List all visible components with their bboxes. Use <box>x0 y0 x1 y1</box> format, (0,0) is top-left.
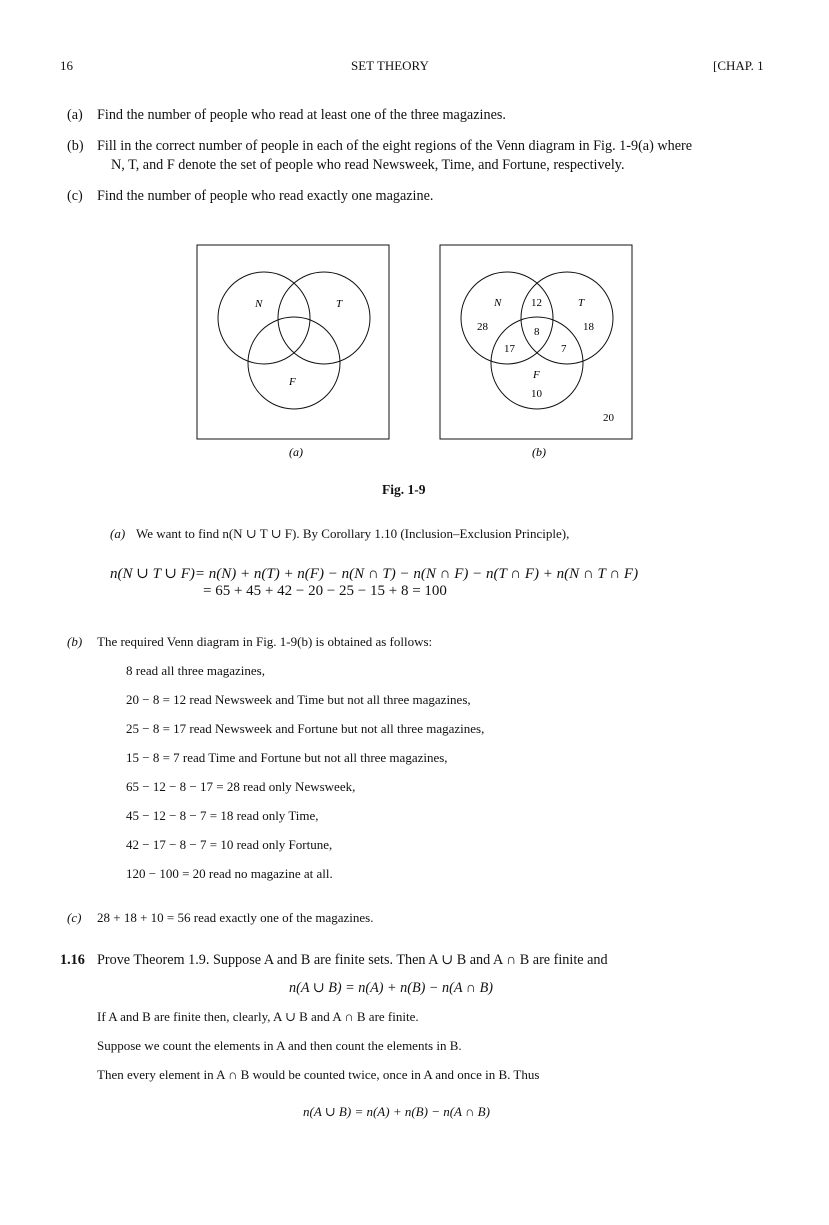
chapter-label: [CHAP. 1 <box>713 58 764 73</box>
question-a <box>67 106 83 125</box>
label-t-b: T <box>578 297 585 309</box>
venn-figure <box>190 240 640 465</box>
figure-caption: Fig. 1-9 <box>382 482 426 497</box>
label-n-a: N <box>255 298 263 310</box>
problem-statement: Prove Theorem 1.9. Suppose A and B are finite sets. Then A ∪ B and A ∩ B are finite and <box>97 952 608 968</box>
solution-c-text: 28 + 18 + 10 = 56 read exactly one of the magazines. <box>97 910 374 925</box>
problem-number: 1.16 <box>60 952 85 968</box>
step-list-item: 20 − 8 = 12 read Newsweek and Time but not all three magazines, <box>126 692 471 707</box>
circle-t-a <box>278 272 370 364</box>
circle-f-a <box>248 317 340 409</box>
region-n-f: 17 <box>504 343 515 355</box>
step-list-item: 65 − 12 − 8 − 17 = 28 read only Newsweek, <box>126 779 356 794</box>
page-number: 16 <box>60 58 73 73</box>
proof-line: If A and B are finite then, clearly, A ∪ B and A ∩ B are finite. <box>97 1009 419 1024</box>
universe-box-a <box>197 245 389 439</box>
question-c-text: Find the number of people who read exactly one magazine. <box>97 188 434 204</box>
region-f-only: 10 <box>531 388 542 400</box>
circle-n-a <box>218 272 310 364</box>
question-c-label: (c) <box>67 188 83 204</box>
step-list-item: 42 − 17 − 8 − 7 = 10 read only Fortune, <box>126 837 333 852</box>
inclusion-exclusion-line2: = 65 + 45 + 42 − 20 − 25 − 15 + 8 = 100 <box>203 583 447 599</box>
inclusion-exclusion-line1: n(N ∪ T ∪ F)= n(N) + n(T) + n(F) − n(N ∩ T) − n(N ∩ F) − n(T ∩ F) + n(N ∩ T ∩ F) <box>110 566 639 582</box>
question-a-text: Find the number of people who read at least one of the three magazines. <box>97 107 506 123</box>
question-b-line2: N, T, and F denote the set of people who read Newsweek, Time, and Fortune, respectively. <box>111 157 625 173</box>
sublabel-b: (b) <box>532 445 546 459</box>
region-n-t: 12 <box>531 297 542 309</box>
region-t-only: 18 <box>583 321 594 333</box>
universe-box-b <box>440 245 632 439</box>
question-b-line1: Fill in the correct number of people in each of the eight regions of the Venn diagram in Fig. 1-9(a) where <box>97 138 693 154</box>
region-n-only: 28 <box>477 321 488 333</box>
solution-a-intro: We want to find n(N ∪ T ∪ F). By Corollary 1.10 (Inclusion–Exclusion Principle), <box>136 526 570 541</box>
solution-b-intro: The required Venn diagram in Fig. 1-9(b) is obtained as follows: <box>97 634 433 649</box>
label-t-a: T <box>336 298 343 310</box>
label-f-b: F <box>533 369 540 381</box>
final-formula: n(A ∪ B) = n(A) + n(B) − n(A ∩ B) <box>303 1104 490 1119</box>
proof-line: Suppose we count the elements in A and then count the elements in B. <box>97 1038 462 1053</box>
region-none: 20 <box>603 412 614 424</box>
running-title: SET THEORY <box>351 58 429 73</box>
step-list-item: 25 − 8 = 17 read Newsweek and Fortune but not all three magazines, <box>126 721 485 736</box>
venn-panel-b <box>440 245 632 459</box>
question-a-label: (a) <box>67 107 83 123</box>
problem-formula: n(A ∪ B) = n(A) + n(B) − n(A ∩ B) <box>289 980 493 996</box>
circle-t-b <box>521 272 613 364</box>
question-b-label: (b) <box>67 138 84 154</box>
label-n-b: N <box>494 297 502 309</box>
label-f-a: F <box>289 376 296 388</box>
step-list-item: 45 − 12 − 8 − 7 = 18 read only Time, <box>126 808 319 823</box>
sublabel-a: (a) <box>289 445 303 459</box>
region-n-t-f: 8 <box>534 326 540 338</box>
solution-a-label: (a) <box>110 526 126 541</box>
step-list-item: 15 − 8 = 7 read Time and Fortune but not all three magazines, <box>126 750 448 765</box>
step-list-item: 8 read all three magazines, <box>126 663 265 678</box>
proof-line: Then every element in A ∩ B would be counted twice, once in A and once in B. Thus <box>97 1067 540 1082</box>
solution-c-label: (c) <box>67 910 82 925</box>
solution-b-label: (b) <box>67 634 83 649</box>
step-list-item: 120 − 100 = 20 read no magazine at all. <box>126 866 333 881</box>
venn-panel-a <box>197 245 389 459</box>
region-t-f: 7 <box>561 343 567 355</box>
